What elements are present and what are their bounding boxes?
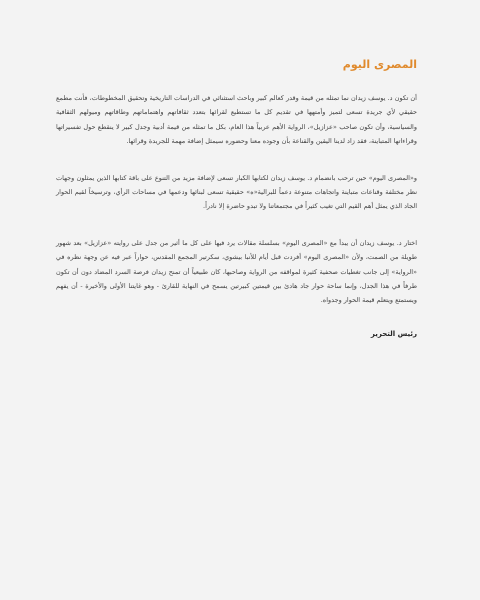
paragraph-3: اختار د. يوسف زيدان أن يبدأ مع «المصرى اليوم» بسلسلة مقالات يرد فيها على كل ما أثير من جدل على روايته «عزازيل» بعد شهور طويلة من الصمت، ولأن «المصرى اليوم» أفردت قبل أيام للأنبا بيشوي، سكرتير المجمع المقدس، حواراً عبر فيه عن وجهة نظره في «الرواية» إلى جانب تغطيات صحفية كثيرة لمواقفه من الرواية وصاحبها، كان طبيعياً أن تمنح زيدان فرصة السرد المضاد دون أن تكون طرفاً في هذا الجدل، وإنما ساحة حوار جاد هادئ بين قيمتين كبيرتين يسمح في النهاية للقارئ - وهو غايتنا الأولى والأخيرة - أن يفهم ويستمتع ويتعلم قيمة الحوار وجدواه. <box>56 238 417 305</box>
document-body <box>56 58 417 338</box>
paragraph-2: و«المصرى اليوم» حين ترحب بانضمام د. يوسف زيدان لكتابها الكبار تسعى لإضافة مزيد من التنوع على باقة كتابها الذين يمثلون وجهات نظر مختلفة وقناعات متباينة واتجاهات متنوعة دعماً للبرالية«ه» حقيقية تسعى لبنائها ودعمها في مساحات الرأي، وترسيخاً لقيم الحوار الجاد الذي يمثل أهم القيم التي تغيب كثيراً في مجتمعاتنا ولا تبدو حاضرة إلا نادراً. <box>56 173 417 211</box>
signature: رئيس التحرير <box>370 329 417 338</box>
document-heading: المصرى اليوم <box>342 58 417 71</box>
paragraph-1: أن تكون د. يوسف زيدان نما تمثله من قيمة وقدر كعالم كبير وباحث استثنائي في الدراسات التاريخية وتحقيق المخطوطات، فأنت مطمع حقيقي لأي جريدة تسعى لتميز وأمتهها في تقديم كل ما تستطيع لقرائها بتعدد ثقافاتهم واهتماماتهم وطاقاتهم وميولهم الثقافية والسياسية، وأن تكون صاحب «عزازيل»، الرواية الأهم عربياً هذا العام، بكل ما تمثله من قيمة أدبية وجدل كبير لا ينقطع حول تفسيراتها وقراءاتها المتباينة، فقد زاد لدينا اليقين والقناعة بأن وجوده معنا وحضوره سيمثل إضافة مهمة للجريدة وقرائها. <box>56 94 417 146</box>
